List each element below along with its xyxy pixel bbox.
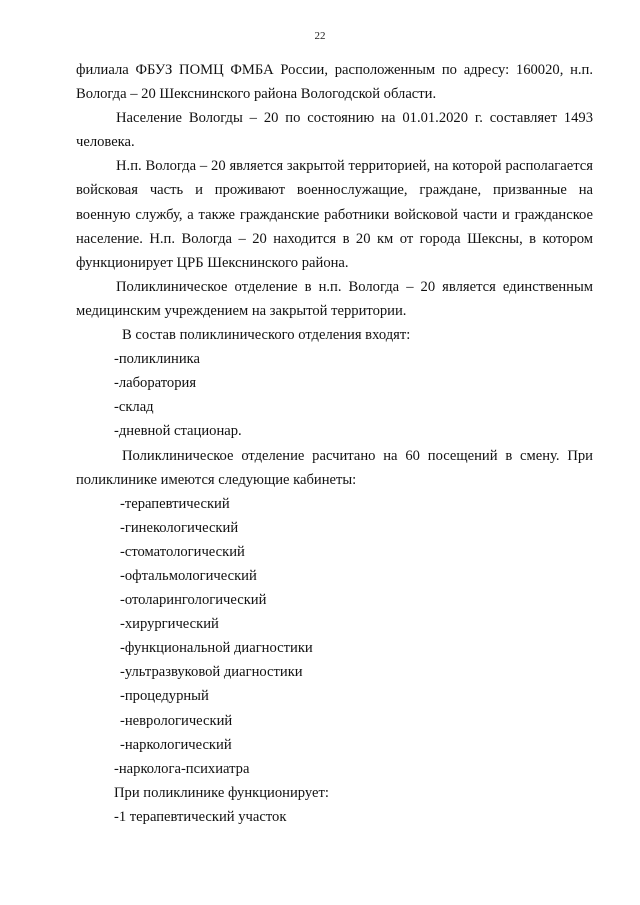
department-components-list [76,347,593,443]
page-number: 22 [314,30,326,42]
list-item: -дневной стационар. [114,423,242,440]
list-item: -поликлиника [114,351,201,368]
document-body [76,58,593,829]
paragraph-composition-intro: В состав поликлинического отделения входят: [122,327,411,344]
list-item: -ультразвуковой диагностики [120,664,303,681]
paragraph-address: филиала ФБУЗ ПОМЦ ФМБА России, расположенным по адресу: 160020, н.п. Вологда – 20 Шекснинского района Вологодской области. [76,62,593,103]
list-item: -терапевтический [120,495,230,512]
paragraph-closed-territory: Н.п. Вологда – 20 является закрытой территорией, на которой располагается войсковая часть и проживают военнослужащие, граждане, призванные на военную службу, а также гражданские работники войсковой части и гражданское население. Н.п. Вологда – 20 находится в 20 км от города Шексны, в котором функционирует ЦРБ Шекснинского района. [76,158,593,271]
list-item: -наркологический [120,736,232,753]
list-item: -неврологический [120,712,233,729]
list-item: -отоларингологический [120,592,267,609]
paragraph-capacity: Поликлиническое отделение расчитано на 60 посещений в смену. При поликлинике имеются следующие кабинеты: [76,447,593,488]
list-item-narcologist: -нарколога-психиатра [114,760,250,777]
list-item: -склад [114,399,154,416]
list-item: -стоматологический [120,543,245,560]
cabinets-list [76,492,593,757]
list-item: -лаборатория [114,375,197,392]
list-item: -офтальмологический [120,567,257,584]
paragraph-population: Население Вологды – 20 по состоянию на 01.01.2020 г. составляет 1493 человека. [76,110,593,151]
list-item: -1 терапевтический участок [114,808,287,825]
list-item: -процедурный [120,688,209,705]
list-item: -хирургический [120,616,219,633]
paragraph-functions-intro: При поликлинике функционирует: [114,784,329,801]
list-item: -гинекологический [120,519,239,536]
paragraph-only-institution: Поликлиническое отделение в н.п. Вологда – 20 является единственным медицинским учреждением на закрытой территории. [76,278,593,319]
list-item: -функциональной диагностики [120,640,313,657]
